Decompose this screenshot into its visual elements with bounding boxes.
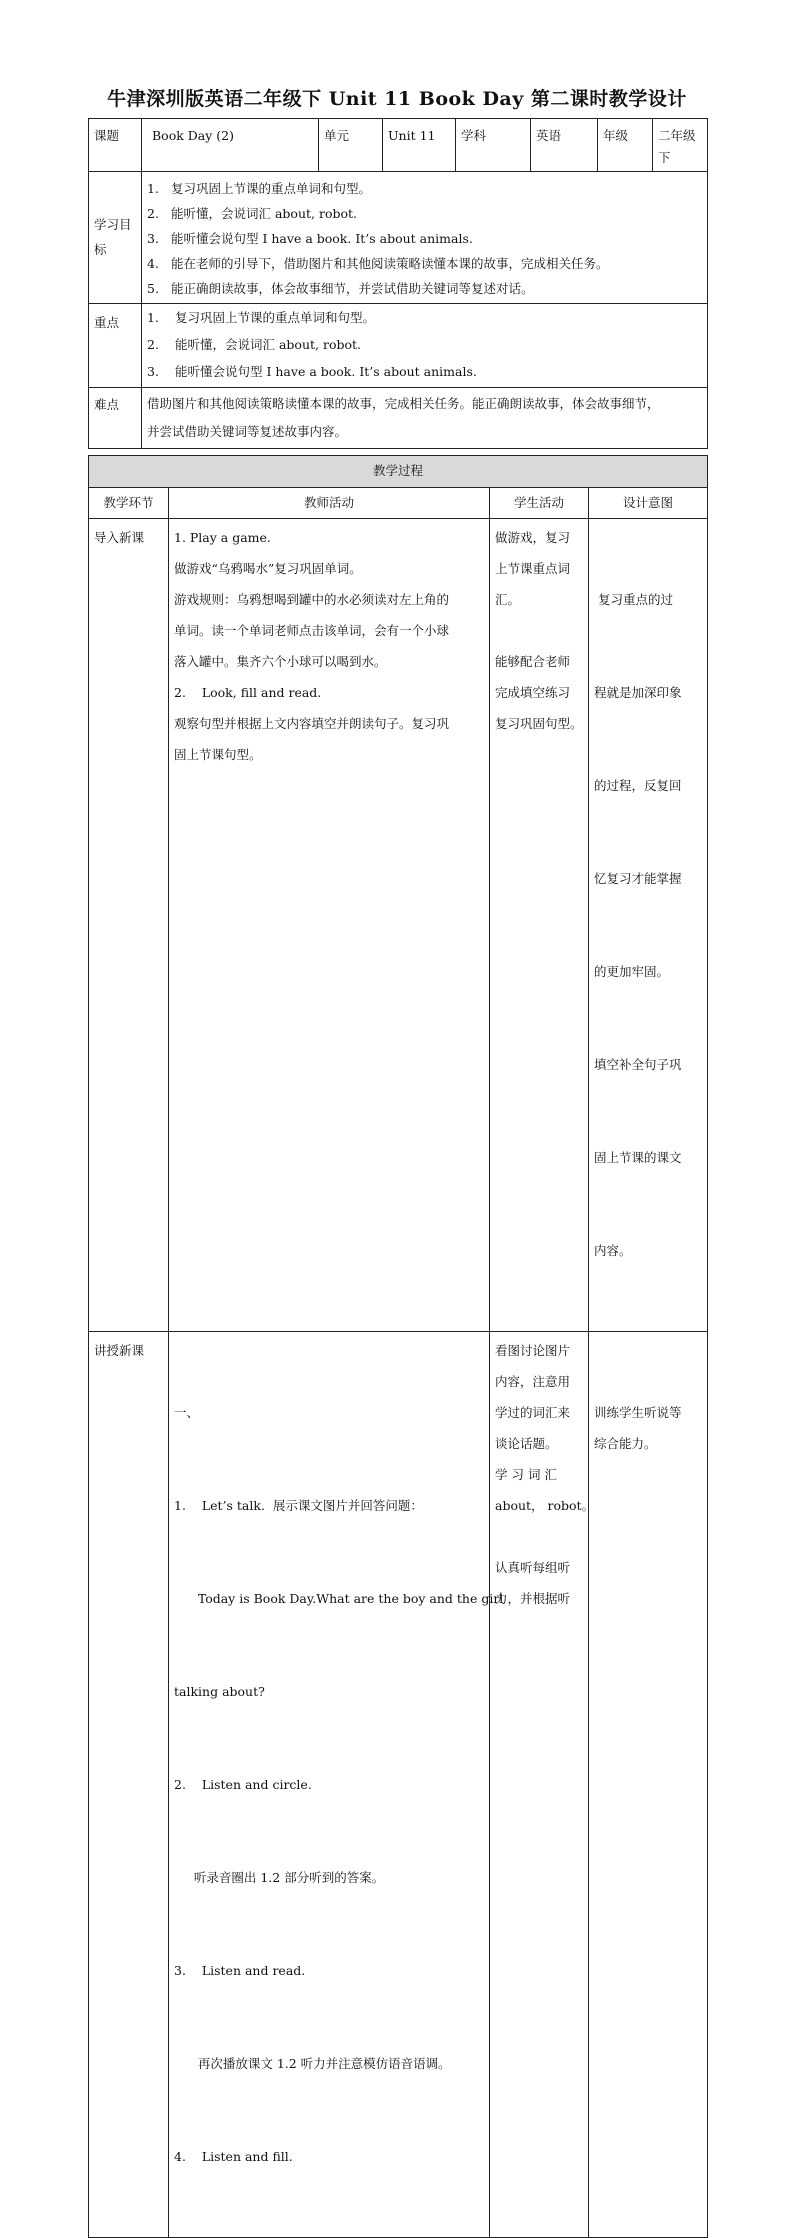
table-row <box>89 519 708 1332</box>
goal-item: 2. 能听懂，会说词汇 about, robot. <box>147 206 357 221</box>
goal-item: 1. 复习巩固上节课的重点单词和句型。 <box>147 181 372 196</box>
topic-value: Book Day (2) <box>142 119 319 172</box>
stage-cell: 导入新课 <box>89 519 169 1332</box>
info-table <box>88 118 708 449</box>
key-point-item: 1. 复习巩固上节课的重点单词和句型。 <box>147 310 376 325</box>
teacher-cell: 1. Play a game. 做游戏“乌鸦喝水”复习巩固单词。 游戏规则：乌鸦想喝到罐中的水必须读对左上角的 单词。读一个单词老师点击该单词，会有一个小球 落入罐中。集齐六个小球可以喝到水。 2. Look, fill and read. 观察句型并根据上文内容填空并朗读句子。复习巩 固上节课句型。 <box>169 519 490 1332</box>
key-label: 重点 <box>89 304 142 388</box>
topic-label: 课题 <box>89 119 142 172</box>
intent-cell: 训练学生听说等 综合能力。 <box>589 1332 708 2238</box>
document-title: 牛津深圳版英语二年级下 Unit 11 Book Day 第二课时教学设计 <box>107 88 687 110</box>
header-intent: 设计意图 <box>589 488 708 519</box>
header-teacher: 教师活动 <box>169 488 490 519</box>
goal-item: 4. 能在老师的引导下，借助图片和其他阅读策略读懂本课的故事，完成相关任务。 <box>147 256 609 271</box>
teacher-cell: 一、 1. Let’s talk. 展示课文图片并回答问题： Today is Book Day.What are the boy and the girl talking about? 2. Listen and circle. 听录音圈出 1.2 部分听到的答案。 3. Listen and read. 再次播放课文 1.2 听力并注意模仿语音语调。 4. Listen and fill. <box>169 1332 490 2238</box>
key-point-item: 2. 能听懂，会说词汇 about, robot. <box>147 337 361 352</box>
unit-value: Unit 11 <box>383 119 456 172</box>
key-points-list <box>142 304 708 388</box>
student-cell: 做游戏，复习 上节课重点词 汇。 能够配合老师 完成填空练习 复习巩固句型。 <box>490 519 589 1332</box>
goal-item: 5. 能正确朗读故事，体会故事细节，并尝试借助关键词等复述对话。 <box>147 281 534 296</box>
difficulty-text: 借助图片和其他阅读策略读懂本课的故事，完成相关任务。能正确朗读故事，体会故事细节， 并尝试借助关键词等复述故事内容。 <box>142 388 708 449</box>
difficulty-label: 难点 <box>89 388 142 449</box>
process-title: 教学过程 <box>89 456 708 488</box>
student-cell: 看图讨论图片 内容，注意用 学过的词汇来 谈论话题。 学 习 词 汇 about， robot。 认真听每组听 力，并根据听 <box>490 1332 589 2238</box>
goal-item: 3. 能听懂会说句型 I have a book. It’s about animals. <box>147 231 473 246</box>
process-table <box>88 455 708 2238</box>
grade-label: 年级 <box>598 119 653 172</box>
subject-label: 学科 <box>456 119 531 172</box>
unit-label: 单元 <box>319 119 383 172</box>
goals-label: 学习目标 <box>89 172 142 304</box>
intent-cell: 复习重点的过 程就是加深印象 的过程，反复回 忆复习才能掌握 的更加牢固。 填空补全句子巩 固上节课的课文 内容。 <box>589 519 708 1332</box>
key-point-item: 3. 能听懂会说句型 I have a book. It’s about animals. <box>147 364 477 379</box>
subject-value: 英语 <box>531 119 598 172</box>
stage-cell: 讲授新课 <box>89 1332 169 2238</box>
table-row <box>89 1332 708 2238</box>
header-stage: 教学环节 <box>89 488 169 519</box>
header-student: 学生活动 <box>490 488 589 519</box>
grade-value: 二年级下 <box>653 119 708 172</box>
goals-list <box>142 172 708 304</box>
